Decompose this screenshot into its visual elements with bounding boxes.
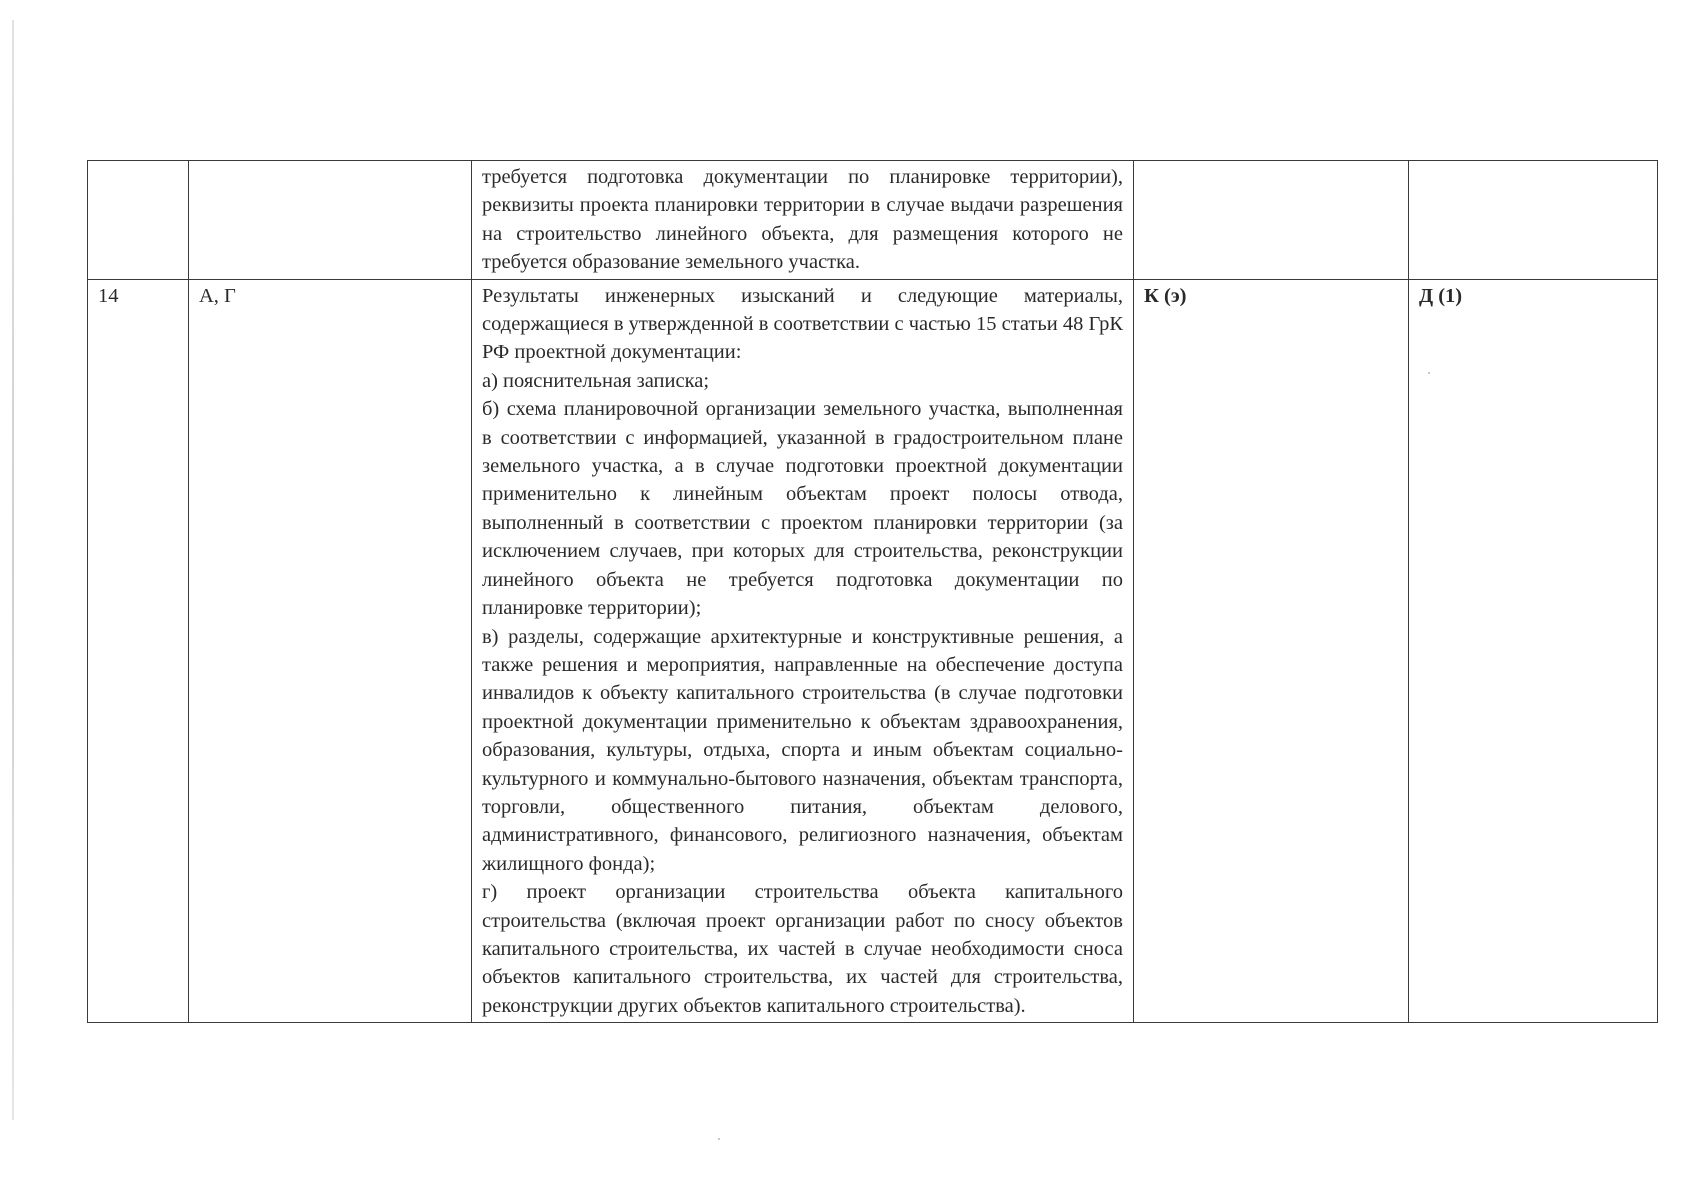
document-description-cell <box>472 161 1134 280</box>
document-table <box>87 160 1658 1023</box>
scan-edge-shadow <box>12 20 14 1120</box>
description-paragraph: требуется подготовка документации по планировке территории), реквизиты проекта планировки территории в случае выдачи разрешения на строительство линейного объекта, для размещения которого не требуется образование земельного участка. <box>482 166 1123 274</box>
col4-cell: К (э) <box>1134 279 1409 1023</box>
description-item-v: в) разделы, содержащие архитектурные и конструктивные решения, а также решения и мероприятия, направленные на обеспечение доступа инвалидов к объекту капитального строительства (в случае подготовки проектной документации применительно к объектам здравоохранения, образования, культуры, отдыха, спорта и иным объектам социально-культурного и коммунально-бытового назначения, объектам транспорта, торговли, общественного питания, объектам делового, административного, финансового, религиозного назначения, объектам жилищного фонда); <box>482 625 1123 875</box>
table-row <box>88 161 1658 280</box>
description-item-a: а) пояснительная записка; <box>482 369 710 392</box>
row-number-cell <box>88 161 189 280</box>
description-paragraph: Результаты инженерных изысканий и следующие материалы, содержащиеся в утвержденной в соответствии с частью 15 статьи 48 ГрК РФ проектной документации: <box>482 284 1123 364</box>
col5-cell <box>1409 161 1658 280</box>
scan-speck <box>718 1138 720 1140</box>
col5-cell: Д (1) <box>1409 279 1658 1023</box>
row-number-cell: 14 <box>88 279 189 1023</box>
description-item-b: б) схема планировочной организации земельного участка, выполненная в соответствии с информацией, указанной в градостроительном плане земельного участка, а в случае подготовки проектной документации применительно к линейным объектам проект полосы отвода, выполненный в соответствии с проектом планировки территории (за исключением случаев, при которых для строительства, реконструкции линейного объекта не требуется подготовка документации по планировке территории); <box>482 398 1123 620</box>
col4-cell <box>1134 161 1409 280</box>
table-row <box>88 279 1658 1023</box>
codes-cell <box>189 161 472 280</box>
document-description-cell <box>472 279 1134 1023</box>
scan-speck <box>1428 372 1430 374</box>
codes-cell: А, Г <box>189 279 472 1023</box>
description-item-g: г) проект организации строительства объекта капитального строительства (включая проект организации работ по сносу объектов капитального строительства, их частей в случае необходимости сноса объектов капитального строительства, их частей для строительства, реконструкции других объектов капитального строительства). <box>482 881 1123 1017</box>
